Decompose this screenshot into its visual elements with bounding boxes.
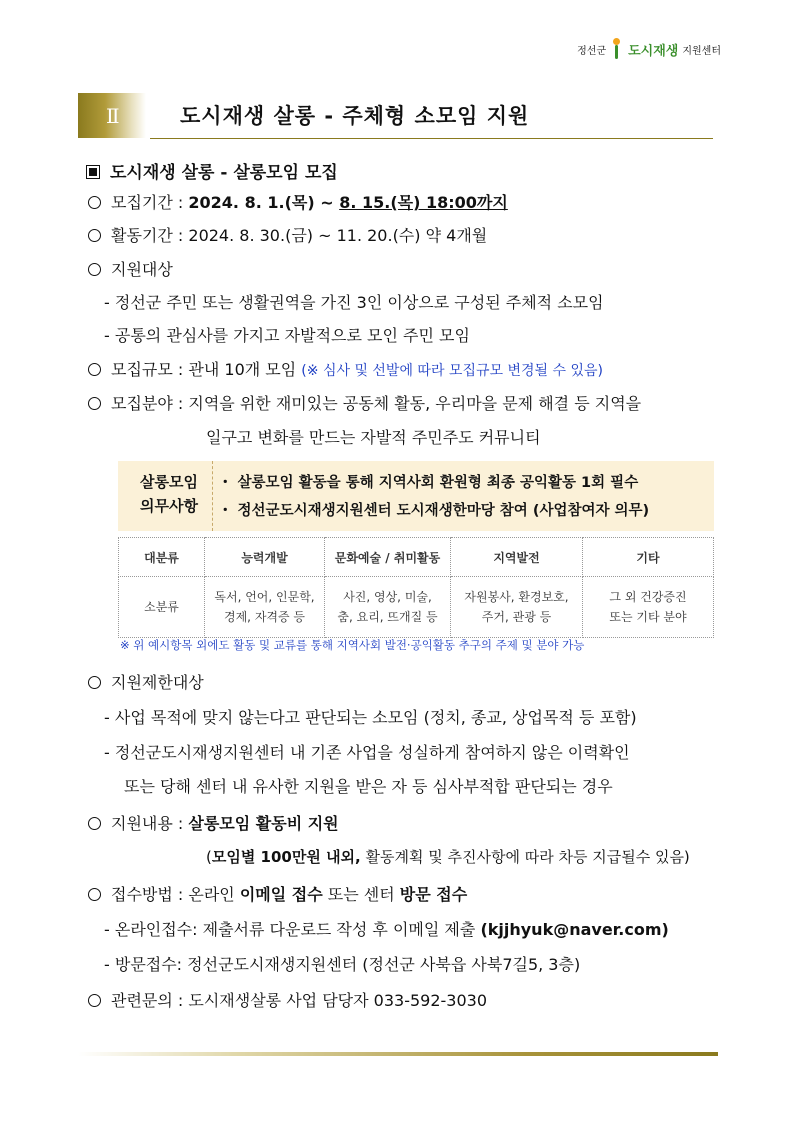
- obligation-box: [118, 461, 714, 531]
- table-cell: 자원봉사, 환경보호, 주거, 관광 등: [451, 577, 583, 638]
- email-address: (kjjhyuk@naver.com): [480, 920, 669, 939]
- apply-online: - 온라인접수: 제출서류 다운로드 작성 후 이메일 제출 (kjjhyuk@naver.com): [104, 920, 669, 939]
- circle-bullet-icon: [88, 196, 101, 209]
- circle-bullet-icon: [88, 397, 101, 410]
- contact-info: 관련문의 : 도시재생살롱 사업 담당자 033-592-3030: [88, 988, 487, 1011]
- circle-bullet-icon: [88, 994, 101, 1007]
- restriction-item-cont: 또는 당해 센터 내 유사한 지원을 받은 자 등 심사부적합 판단되는 경우: [124, 777, 613, 796]
- restriction-item: - 정선군도시재생지원센터 내 기존 사업을 성실하게 참여하지 않은 이력확인: [104, 743, 630, 762]
- table-row: [119, 577, 714, 638]
- table-header-row: [119, 538, 714, 577]
- logo-brand: 도시재생: [628, 43, 679, 59]
- recruit-field: 모집분야 : 지역을 위한 재미있는 공동체 활동, 우리마을 문제 해결 등 지역을: [88, 391, 641, 414]
- table-header: 대분류: [119, 538, 205, 577]
- logo-center: 지원센터: [682, 45, 721, 57]
- section-number: Ⅱ: [78, 93, 146, 138]
- obligation-item: ・ 정선군도시재생지원센터 도시재생한마당 참여 (사업참여자 의무): [218, 503, 650, 519]
- center-logo: [577, 38, 721, 60]
- restriction-item: - 사업 목적에 맞지 않는다고 판단되는 소모임 (정치, 종교, 상업목적 등 포함): [104, 708, 637, 727]
- support-note: (모임별 100만원 내외, 활동계획 및 추진사항에 따라 차등 지급될수 있음): [206, 848, 690, 866]
- logo-figure-icon: [610, 38, 624, 60]
- footer-divider: [78, 1052, 718, 1056]
- table-cell: 그 외 건강증진 또는 기타 분야: [583, 577, 714, 638]
- table-cell: 사진, 영상, 미술, 춤, 요리, 뜨개질 등: [325, 577, 451, 638]
- apply-method: 접수방법 : 온라인 이메일 접수 또는 센터 방문 접수: [88, 882, 467, 905]
- section-divider: [150, 138, 713, 139]
- section-title: 도시재생 살롱 - 주체형 소모임 지원: [180, 104, 530, 128]
- obligation-label: 살롱모임 의무사항: [140, 473, 198, 515]
- restriction-heading: 지원제한대상: [88, 670, 204, 693]
- recruit-scale: 모집규모 : 관내 10개 모임 (※ 심사 및 선발에 따라 모집규모 변경될 수 있음): [88, 357, 603, 380]
- table-cell: 독서, 언어, 인문학, 경제, 자격증 등: [205, 577, 325, 638]
- circle-bullet-icon: [88, 263, 101, 276]
- obligation-divider: [212, 461, 213, 531]
- table-header: 능력개발: [205, 538, 325, 577]
- circle-bullet-icon: [88, 676, 101, 689]
- table-header: 문화예술 / 취미활동: [325, 538, 451, 577]
- page-heading: 도시재생 살롱 - 살롱모임 모집: [86, 158, 338, 183]
- table-row-label: 소분류: [119, 577, 205, 638]
- apply-visit: - 방문접수: 정선군도시재생지원센터 (정선군 사북읍 사북7길5, 3층): [104, 955, 581, 974]
- circle-bullet-icon: [88, 229, 101, 242]
- recruit-field-cont: 일구고 변화를 만드는 자발적 주민주도 커뮤니티: [206, 428, 541, 447]
- circle-bullet-icon: [88, 817, 101, 830]
- recruit-period: 모집기간 : 2024. 8. 1.(목) ~ 8. 15.(목) 18:00까지: [88, 190, 508, 213]
- obligation-item: ・ 살롱모임 활동을 통해 지역사회 환원형 최종 공익활동 1회 필수: [218, 475, 639, 491]
- scale-note: (※ 심사 및 선발에 따라 모집규모 변경될 수 있음): [301, 363, 603, 379]
- support-content: 지원내용 : 살롱모임 활동비 지원: [88, 811, 339, 834]
- table-note: ※ 위 예시항목 외에도 활동 및 교류를 통해 지역사회 발전·공익활동 추구의 주제 및 분야 가능: [120, 638, 585, 652]
- activity-period: 활동기간 : 2024. 8. 30.(금) ~ 11. 20.(수) 약 4개월: [88, 223, 487, 246]
- square-bullet-icon: [86, 165, 100, 179]
- table-header: 기타: [583, 538, 714, 577]
- circle-bullet-icon: [88, 888, 101, 901]
- category-table: [118, 537, 714, 638]
- target-item: - 공통의 관심사를 가지고 자발적으로 모인 주민 모임: [104, 326, 470, 345]
- logo-region: 정선군: [577, 45, 607, 57]
- circle-bullet-icon: [88, 363, 101, 376]
- target-heading: 지원대상: [88, 257, 173, 280]
- table-header: 지역발전: [451, 538, 583, 577]
- target-item: - 정선군 주민 또는 생활권역을 가진 3인 이상으로 구성된 주체적 소모임: [104, 293, 604, 312]
